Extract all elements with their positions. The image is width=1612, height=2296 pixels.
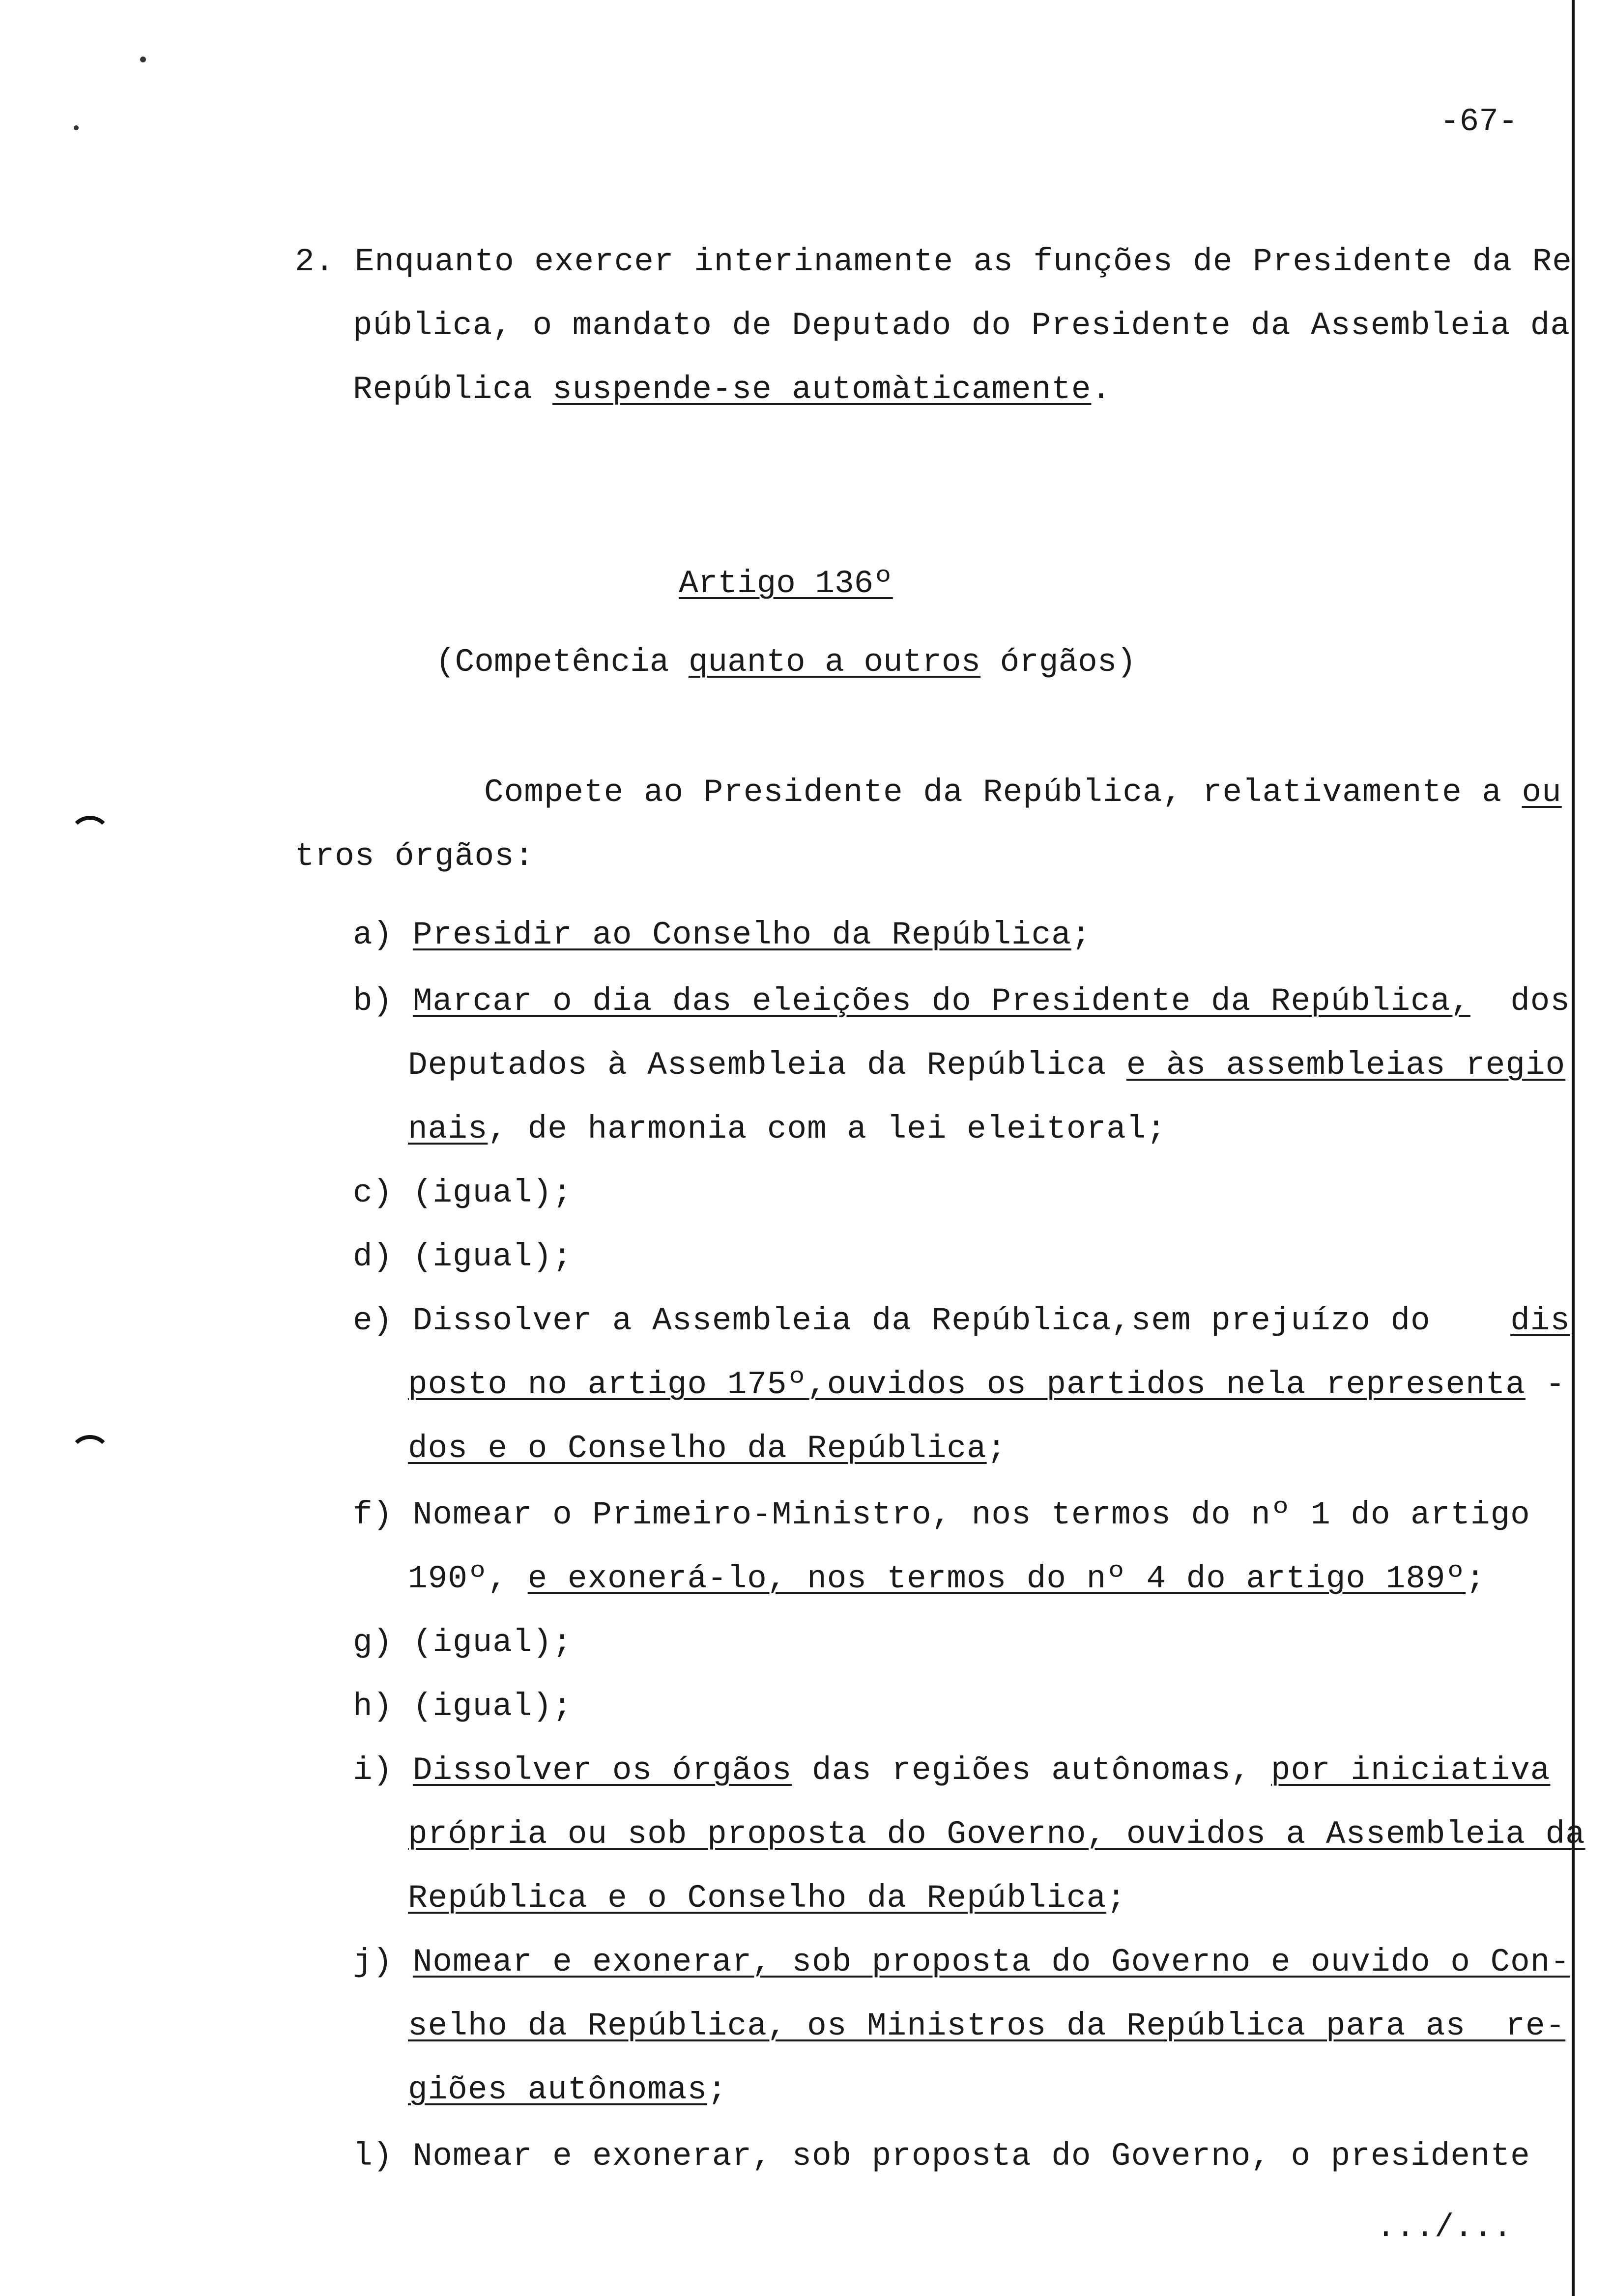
list-item-b-line-2 bbox=[408, 1049, 1565, 1082]
list-item-l bbox=[353, 2140, 1530, 2173]
paragraph-2-line-2 bbox=[353, 307, 1570, 344]
list-item-j-line-1 bbox=[353, 1946, 1570, 1979]
list-item-underlined: selho da República, os Ministros da República para as re- bbox=[408, 2008, 1566, 2044]
intro-underlined-text: ou bbox=[1522, 774, 1562, 811]
list-item-text: (igual); bbox=[412, 1688, 573, 1725]
list-item-text: Nomear e exonerar, sob proposta do Governo, o presidente bbox=[412, 2138, 1530, 2175]
intro-text: Compete ao Presidente da República, relativamente a bbox=[484, 774, 1522, 811]
list-item-text: Deputados à Assembleia da República bbox=[408, 1047, 1126, 1084]
intro-text: tros órgãos: bbox=[295, 838, 535, 875]
list-item-label: h) bbox=[353, 1688, 393, 1725]
page-number: -67- bbox=[1440, 103, 1518, 140]
list-item-text: dos bbox=[1470, 983, 1571, 1020]
list-item-b-line-1 bbox=[353, 985, 1570, 1018]
list-item-i-line-3 bbox=[408, 1882, 1126, 1915]
list-item-underlined: dos e o Conselho da República bbox=[408, 1430, 987, 1467]
paragraph-2-underlined-text: suspende-se automàticamente bbox=[552, 371, 1092, 408]
list-item-underlined: Nomear e exonerar, sob proposta do Governo e ouvido o Con- bbox=[412, 1944, 1571, 1980]
list-item-label: j) bbox=[353, 1944, 393, 1980]
list-item-text: das regiões autônomas, bbox=[792, 1752, 1271, 1789]
article-subtitle-text: órgãos) bbox=[980, 644, 1136, 681]
list-item-text: Nomear o Primeiro-Ministro, nos termos do nº 1 do artigo bbox=[412, 1496, 1530, 1533]
list-item-b-line-3 bbox=[408, 1113, 1166, 1146]
list-item-underlined: dis bbox=[1510, 1302, 1571, 1339]
article-intro-line-1 bbox=[484, 776, 1562, 809]
list-item-underlined: Dissolver os órgãos bbox=[412, 1752, 792, 1789]
right-margin-rule bbox=[1572, 0, 1575, 2296]
list-item-d bbox=[353, 1238, 573, 1275]
paragraph-2-text: 2. Enquanto exercer interinamente as funções de Presidente da Re bbox=[295, 243, 1572, 280]
paragraph-2-text: República bbox=[353, 371, 553, 408]
list-item-underlined: Marcar o dia das eleições do Presidente da República, bbox=[412, 983, 1470, 1020]
list-item-i-line-2 bbox=[408, 1818, 1585, 1851]
list-item-i-line-1 bbox=[353, 1754, 1550, 1787]
article-title bbox=[0, 565, 1572, 602]
list-item-h bbox=[353, 1688, 573, 1725]
article-subtitle-text: (Competência bbox=[435, 644, 689, 681]
paragraph-2-line-1 bbox=[295, 243, 1572, 280]
list-item-text: ; bbox=[986, 1430, 1007, 1467]
list-item-label: i) bbox=[353, 1752, 393, 1789]
list-item-text: (igual); bbox=[412, 1624, 573, 1661]
list-item-underlined: posto no artigo 175º,ouvidos os partidos nela representa bbox=[408, 1366, 1526, 1403]
article-title-text: Artigo 136º bbox=[679, 565, 893, 602]
scan-speck bbox=[74, 125, 79, 130]
list-item-label: b) bbox=[353, 983, 393, 1020]
list-item-label: d) bbox=[353, 1238, 393, 1275]
binder-hole-mark bbox=[69, 816, 111, 839]
list-item-label: l) bbox=[353, 2138, 393, 2175]
list-item-a bbox=[353, 919, 1091, 951]
list-item-text: ; bbox=[707, 2071, 727, 2108]
list-item-label: g) bbox=[353, 1624, 393, 1661]
list-item-g bbox=[353, 1624, 573, 1661]
list-item-label: a) bbox=[353, 917, 393, 953]
list-item-underlined: nais bbox=[408, 1111, 488, 1148]
list-item-underlined: Presidir ao Conselho da República bbox=[412, 917, 1071, 953]
list-item-text: (igual); bbox=[412, 1175, 573, 1211]
list-item-text: Dissolver a Assembleia da República,sem prejuízo do bbox=[412, 1302, 1511, 1339]
list-item-text: - bbox=[1525, 1366, 1566, 1403]
article-subtitle bbox=[0, 644, 1572, 681]
continuation-mark: .../... bbox=[1376, 2209, 1513, 2246]
list-item-underlined: República e o Conselho da República bbox=[408, 1880, 1107, 1917]
list-item-text: (igual); bbox=[412, 1238, 573, 1275]
list-item-label: e) bbox=[353, 1302, 393, 1339]
list-item-f-line-1 bbox=[353, 1496, 1530, 1533]
list-item-text: ; bbox=[1106, 1880, 1126, 1917]
scan-speck bbox=[140, 57, 146, 62]
list-item-text: 190º, bbox=[408, 1560, 528, 1597]
paragraph-2-text: . bbox=[1091, 371, 1112, 408]
list-item-e-line-3 bbox=[408, 1430, 1007, 1467]
list-item-label: f) bbox=[353, 1496, 393, 1533]
list-item-c bbox=[353, 1177, 573, 1209]
paragraph-2-text: pública, o mandato de Deputado do Presidente da Assembleia da bbox=[353, 307, 1570, 344]
paragraph-2-line-3 bbox=[353, 373, 1111, 406]
list-item-text: ; bbox=[1071, 917, 1092, 953]
list-item-j-line-3 bbox=[408, 2071, 727, 2108]
list-item-underlined: giões autônomas bbox=[408, 2071, 708, 2108]
list-item-e-line-2 bbox=[408, 1366, 1566, 1403]
binder-hole-mark bbox=[69, 1435, 111, 1459]
article-subtitle-underlined: quanto a outros bbox=[688, 644, 981, 681]
list-item-underlined: e às assembleias regio bbox=[1126, 1047, 1566, 1084]
list-item-label: c) bbox=[353, 1175, 393, 1211]
list-item-text: ; bbox=[1466, 1560, 1486, 1597]
list-item-text: , de harmonia com a lei eleitoral; bbox=[488, 1111, 1167, 1148]
list-item-underlined: por iniciativa bbox=[1270, 1752, 1551, 1789]
list-item-j-line-2 bbox=[408, 2010, 1565, 2042]
list-item-underlined: própria ou sob proposta do Governo, ouvidos a Assembleia da bbox=[408, 1816, 1585, 1853]
list-item-e-line-1 bbox=[353, 1302, 1571, 1339]
list-item-underlined: e exonerá-lo, nos termos do nº 4 do artigo 189º bbox=[527, 1560, 1466, 1597]
article-intro-line-2 bbox=[295, 840, 534, 873]
list-item-f-line-2 bbox=[408, 1560, 1486, 1597]
